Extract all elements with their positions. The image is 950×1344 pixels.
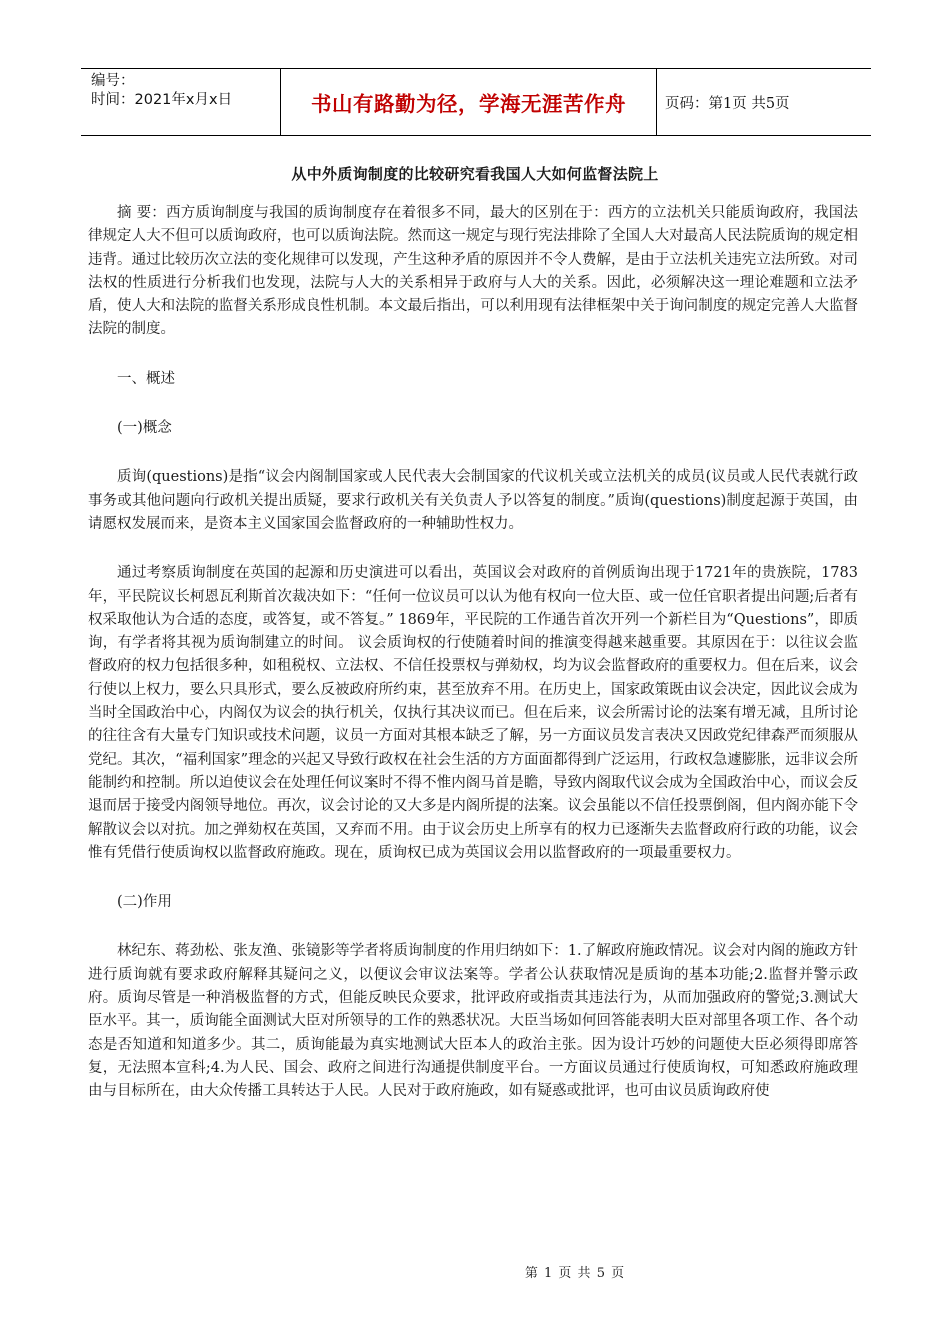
number-label: 编号： [91,73,135,89]
header-table [81,68,871,136]
abstract-paragraph: 摘 要：西方质询制度与我国的质询制度存在着很多不同，最大的区别在于：西方的立法机关只能质询政府，我国法律规定人大不但可以质询政府，也可以质询法院。然而这一规定与现行宪法排除了全国人大对最高人民法院质询的规定相违背。通过比较历次立法的变化规律可以发现，产生这种矛盾的原因并不令人费解，是由于立法机关违宪立法所致。对司法权的性质进行分析我们也发现，法院与人大的关系相异于政府与人大的关系。因此，必须解决这一理论难题和立法矛盾，使人大和法院的监督关系形成良性机制。本文最后指出，可以利用现有法律框架中关于询问制度的规定完善人大监督法院的制度。 [88,205,858,338]
document-title: 从中外质询制度的比较研究看我国人大如何监督法院上 [291,165,659,183]
document-body [88,202,858,1104]
time-label: 时间：2021年x月x日 [91,92,233,108]
body-paragraph: 质询(questions)是指“议会内阁制国家或人民代表大会制国家的代议机关或立法机关的成员(议员或人民代表就行政事务或其他问题向行政机关提出质疑，要求行政机关有关负责人予以答复的制度。”质询(questions)制度起源于英国，由请愿权发展而来，是资本主义国家国会监督政府的一种辅助性权力。 [88,469,858,532]
header-page-info: 页码：第1页 共5页 [665,95,790,112]
header-motto: 书山有路勤为径，学海无涯苦作舟 [281,69,657,135]
subsection-heading-function: (二)作用 [117,894,172,911]
body-paragraph: 通过考察质询制度在英国的起源和历史演进可以看出，英国议会对政府的首例质询出现于1721年的贵族院，1783年，平民院议长柯恩瓦利斯首次裁决如下：“任何一位议员可以认为他有权向一位大臣、或一位任官职者提出问题;后者有权采取他认为合适的态度，或答复，或不答复。” 1869年，平民院的工作通告首次开列一个新栏目为“Questions”，即质询，有学者将其视为质询制建立的时间。 议会质询权的行使随着时间的推演变得越来越重要。其原因在于：以往议会监督政府的权力包括很多种，如租税权、立法权、不信任投票权与弹劾权，均为议会监督政府的重要权力。但在后来，议会行使以上权力，要么只具形式，要么反被政府所约束，甚至放弃不用。在历史上，国家政策既由议会决定，因此议会成为当时全国政治中心，内阁仅为议会的执行机关，仅执行其决议而已。但在后来，议会所需讨论的法案有增无减，且所讨论的往往含有大量专门知识或技术问题，议员一方面对其根本缺乏了解，另一方面议员发言表决又因政党纪律森严而须服从党纪。其次，“福利国家”理念的兴起又导致行政权在社会生活的方方面面都得到广泛运用，行政权急遽膨胀，远非议会所能制约和控制。所以迫使议会在处理任何议案时不得不惟内阁马首是瞻，导致内阁取代议会成为全国政治中心，而议会反退而居于接受内阁领导地位。再次，议会讨论的又大多是内阁所提的法案。议会虽能以不信任投票倒阁，但内阁亦能下令解散议会以对抗。加之弹劾权在英国，又弃而不用。由于议会历史上所享有的权力已逐渐失去监督政府行政的功能，议会惟有凭借行使质询权以监督政府施政。现在，质询权已成为英国议会用以监督政府的一项最重要权力。 [88,565,858,861]
header-left-cell [81,69,281,135]
page-footer: 第 1 页 共 5 页 [524,1266,626,1281]
subsection-heading-concept: (一)概念 [117,420,172,437]
section-heading-overview: 一、概述 [117,370,175,387]
body-paragraph: 林纪东、蒋劲松、张友渔、张镜影等学者将质询制度的作用归纳如下：1.了解政府施政情况。议会对内阁的施政方针进行质询就有要求政府解释其疑问之义，以便议会审议法案等。学者公认获取情况是质询的基本功能;2.监督并警示政府。质询尽管是一种消极监督的方式，但能反映民众要求，批评政府或指责其违法行为，从而加强政府的警觉;3.测试大臣水平。其一，质询能全面测试大臣对所领导的工作的熟悉状况。大臣当场如何回答能表明大臣对部里各项工作、各个动态是否知道和知道多少。其二，质询能最为真实地测试大臣本人的政治主张。因为设计巧妙的问题使大臣必须得即席答复，无法照本宣科;4.为人民、国会、政府之间进行沟通提供制度平台。一方面议员通过行使质询权，可知悉政府施政理由与目标所在，由大众传播工具转达于人民。人民对于政府施政，如有疑惑或批评，也可由议员质询政府使 [88,943,858,1100]
